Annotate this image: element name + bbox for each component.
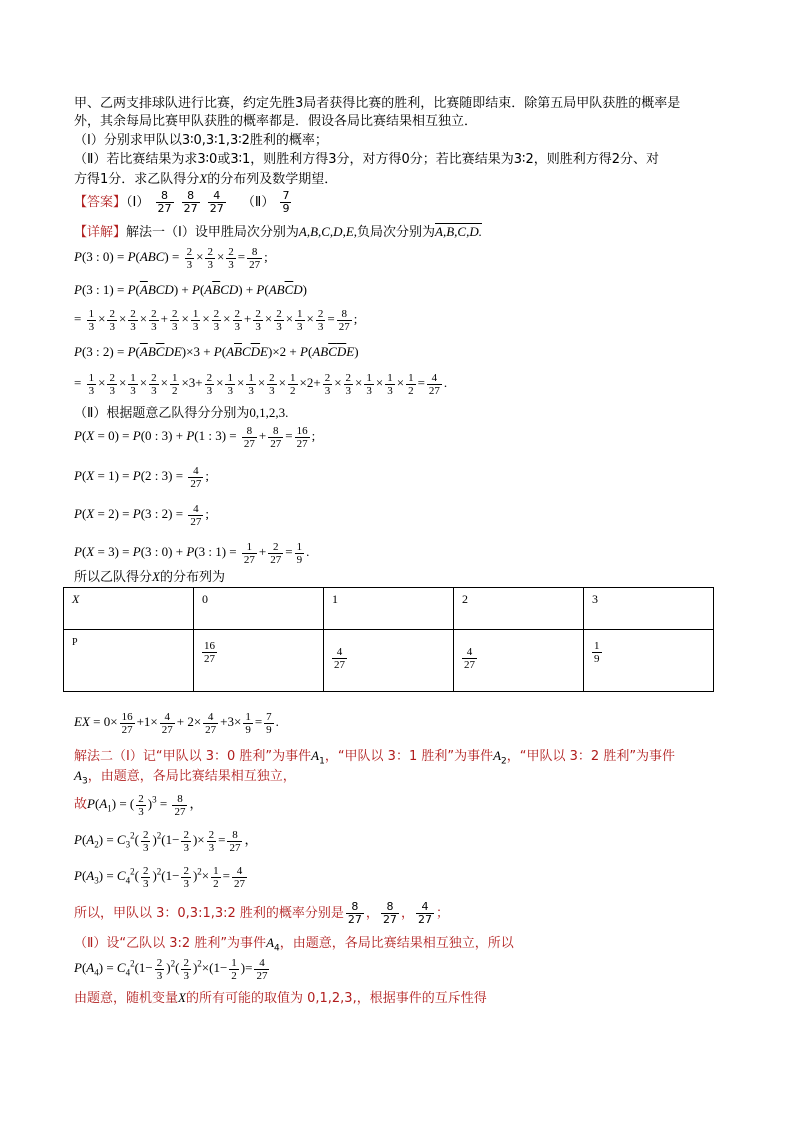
variable-x: X <box>199 171 208 186</box>
eq-p32-def: P(3 : $2) = P(\overline{A}B\overline{C}DE)\times 3 + P(A\overline{B}C\overline{D}E)\times 2 + P(AB\overline{C}\overline{D}E)$ <box>74 344 359 359</box>
detail-label: 【详解】 <box>74 225 127 240</box>
table-cell: $\frac{1}{9}$ <box>584 630 714 692</box>
table-cell: 3 <box>584 588 714 630</box>
problem-line-2: 外，其余每局比赛甲队获胜的概率都是．假设各局比赛结果相互独立． <box>74 114 478 129</box>
question-2b <box>74 171 337 188</box>
table-cell: $\frac{4}{27}$ <box>454 630 584 692</box>
table-cell: P <box>64 630 194 692</box>
answer-part1: （Ⅰ） <box>126 195 150 210</box>
answer-line <box>74 190 293 216</box>
eq-px3: P(X = 3) = P(3 : 0) + P(3 : 1) = $\frac{1}{27}$ + $\frac{2}{27}$ = $\frac{1}{9}$ . <box>74 540 310 566</box>
eq-p31-def: P(3 : $1) = P(\overline{A}BCD) + P(A\overline{B}CD) + P(AB\overline{C}D)$ <box>74 282 308 297</box>
loss-events: A,B,C,D. <box>435 224 482 239</box>
detail-intro <box>74 224 482 241</box>
eq-p32-calc: = $\frac{1}{3}$ × $\frac{2}{3}$ × $\frac{1}{3}$ × $\frac{2}{3}$ × $\frac{1}{2}$ ×3+ $\frac{2}{3}$ × $\frac{1}{3}$ × $\frac{1}{3}$ × $\frac{2}{3}$ × $\frac{1}{2}$ ×2+ $\frac{2}{3}$ × $\frac{2}{3}$ × $\frac{1}{3}$ × $\frac{1}{3}$ × $\frac{1}{2}$ = $\frac{4}{27}$ . <box>74 371 448 397</box>
table-row <box>64 588 714 630</box>
table-cell: 1 <box>324 588 454 630</box>
answer-fraction-3: $\frac{4}{27}$ <box>209 189 224 215</box>
eq-expectation: EX = 0× $\frac{16}{27}$ +1× $\frac{4}{27}$ + 2× $\frac{4}{27}$ +3× $\frac{1}{9}$ = $\frac{7}{9}$ . <box>74 710 279 736</box>
method2-summary: 所以，甲队以 3：0,3:1,3:2 胜利的概率分别是 $\frac{8}{27}$ ， $\frac{8}{27}$ ， $\frac{4}{27}$ ； <box>74 900 449 926</box>
eq-pa4: $P(A_4) = C_4^2(1-$ $\frac{2}{3}$ )$^2$( $\frac{2}{3}$ )$^2$×(1− $\frac{1}{2}$ )= $\frac{4}{27}$ <box>74 956 268 982</box>
answer-fraction-2: $\frac{8}{27}$ <box>183 189 198 215</box>
dist-title: 所以乙队得分X的分布列为 <box>74 569 225 585</box>
table-cell: $\frac{4}{27}$ <box>324 630 454 692</box>
problem-line-1: 甲、乙两支排球队进行比赛，约定先胜3局者获得比赛的胜利，比赛随即结束．除第五局甲队获胜的概率是 <box>74 96 681 111</box>
answer-fraction-1: $\frac{8}{27}$ <box>157 189 172 215</box>
eq-px2: P(X = 2) = P(3 : 2) = $\frac{4}{27}$ ; <box>74 502 209 528</box>
eq-pa2: $P(A_2) = C_3^2$( $\frac{2}{3}$ )$^2$(1− $\frac{2}{3}$ )× $\frac{2}{3}$ = $\frac{8}{27}$ ， <box>74 828 258 854</box>
question-2a: （Ⅱ）若比赛结果为求3∶0或3∶1，则胜利方得3分，对方得0分；若比赛结果为3∶2，则胜利方得2分、对 <box>74 152 659 167</box>
distribution-table <box>63 587 714 692</box>
win-events: A,B,C,D,E, <box>298 224 358 239</box>
method2-q2: （Ⅱ）设“乙队以 3:2 胜利”为事件$A_4$，由题意，各局比赛结果相互独立，所以 <box>74 935 514 954</box>
eq-pa1: 故$P(A_1)$ = ( $\frac{2}{3}$ )$^3$ = $\frac{8}{27}$ ， <box>74 792 203 818</box>
table-cell: X <box>64 588 194 630</box>
answer-fraction-4: $\frac{7}{9}$ <box>282 189 290 215</box>
method2-last-line: 由题意，随机变量X的所有可能的取值为 0,1,2,3,，根据事件的互斥性得 <box>74 990 487 1006</box>
eq-p31-calc: = $\frac{1}{3}$ × $\frac{2}{3}$ × $\frac{2}{3}$ × $\frac{2}{3}$ + $\frac{2}{3}$ × $\frac{1}{3}$ × $\frac{2}{3}$ × $\frac{2}{3}$ + $\frac{2}{3}$ × $\frac{2}{3}$ × $\frac{1}{3}$ × $\frac{2}{3}$ = $\frac{8}{27}$ ; <box>74 307 358 333</box>
eq-p30: P(3 : 0) = P(ABC) = $\frac{2}{3}$ × $\frac{2}{3}$ × $\frac{2}{3}$ = $\frac{8}{27}$ ; <box>74 245 268 271</box>
question-2b-pre: 方得1分．求乙队得分 <box>74 172 200 187</box>
question-2b-post: 的分布列及数学期望． <box>207 172 338 187</box>
table-cell: $\frac{16}{27}$ <box>194 630 324 692</box>
answer-label: 【答案】 <box>74 195 127 210</box>
detail-mid: 负局次分别为 <box>357 225 436 240</box>
eq-px1: P(X = 1) = P(2 : 3) = $\frac{4}{27}$ ; <box>74 464 209 490</box>
table-cell: 2 <box>454 588 584 630</box>
question-1: （Ⅰ）分别求甲队以3∶0,3∶1,3∶2胜利的概率； <box>74 133 328 148</box>
part2-m1-intro: （Ⅱ）根据题意乙队得分分别为0,1,2,3. <box>74 405 289 421</box>
eq-pa3: $P(A_3) = C_4^2$( $\frac{2}{3}$ )$^2$(1− $\frac{2}{3}$ )$^2$× $\frac{1}{2}$ = $\frac{4}{27}$ <box>74 864 245 890</box>
table-row <box>64 630 714 692</box>
eq-px0: P(X = 0) = P(0 : 3) + P(1 : 3) = $\frac{8}{27}$ + $\frac{8}{27}$ = $\frac{16}{27}$ ; <box>74 424 316 450</box>
table-cell: 0 <box>194 588 324 630</box>
method-1-label: 解法一 <box>126 225 166 240</box>
answer-part2: （Ⅱ） <box>241 195 275 210</box>
method2-line1: 解法二（Ⅰ）记“甲队以 3：0 胜利”为事件$A_1$，“甲队以 3：1 胜利”为事件$A_2$，“甲队以 3：2 胜利”为事件 <box>74 748 676 767</box>
detail-intro-text: （Ⅰ）设甲胜局次分别为 <box>165 225 299 240</box>
method2-line2: $A_3$，由题意，各局比赛结果相互独立， <box>74 768 296 787</box>
